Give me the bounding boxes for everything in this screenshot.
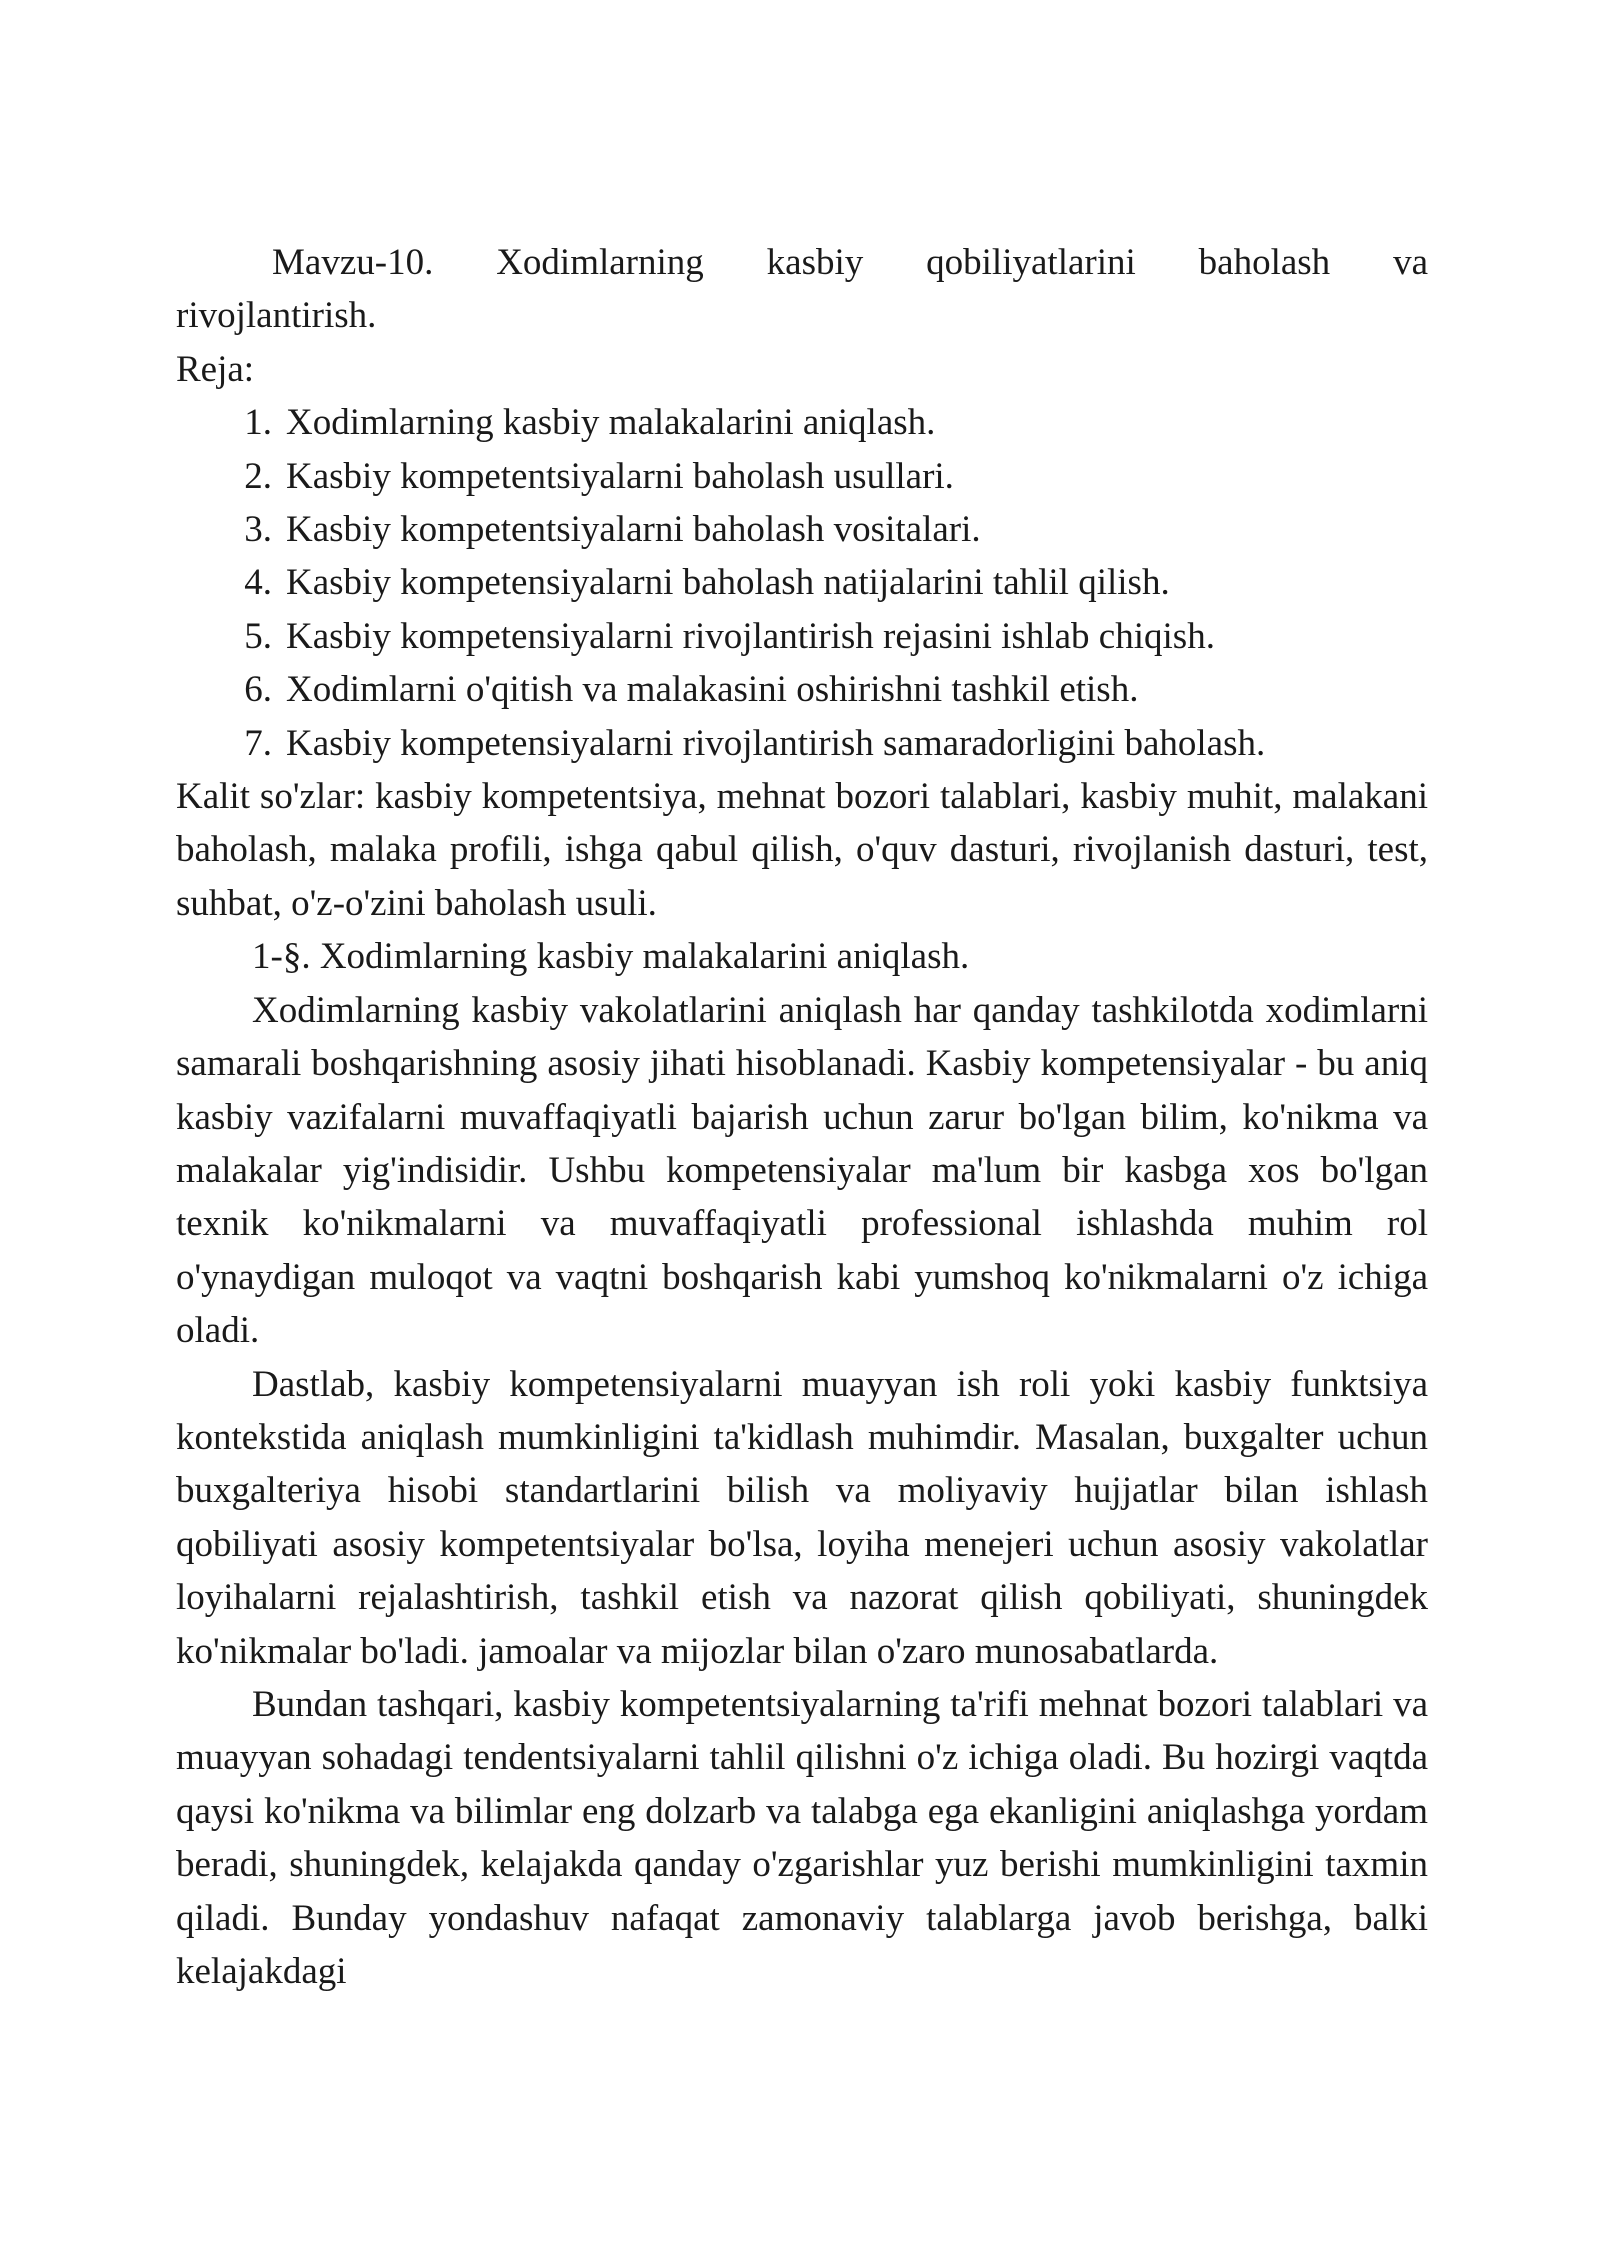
keywords-paragraph: Kalit so'zlar: kasbiy kompetentsiya, mehnat bozori talablari, kasbiy muhit, malakani baholash, malaka profili, ishga qabul qilish, o'quv dasturi, rivojlanish dasturi, test, suhbat, o'z-o'zini baholash usuli. [176, 776, 1428, 924]
plan-item [176, 610, 1428, 663]
body-paragraph: Xodimlarning kasbiy vakolatlarini aniqlash har qanday tashkilotda xodimlarni samarali boshqarishning asosiy jihati hisoblanadi. Kasbiy kompetensiyalar - bu aniq kasbiy vazifalarni muvaffaqiyatli bajarish uchun zarur bo'lgan bilim, ko'nikma va malakalar yig'indisidir. Ushbu kompetensiyalar ma'lum bir kasbga xos bo'lgan texnik ko'nikmalarni va muvaffaqiyatli professional ishlashda muhim rol o'ynaydigan muloqot va vaqtni boshqarish kabi yumshoq ko'nikmalarni o'z ichiga oladi. [176, 989, 1428, 1352]
plan-item-number: 4. [244, 562, 272, 604]
body-paragraph: Bundan tashqari, kasbiy kompetentsiyalarning ta'rifi mehnat bozori talablari va muayyan sohadagi tendentsiyalarni tahlil qilishni o'z ichiga oladi. Bu hozirgi vaqtda qaysi ko'nikma va bilimlar eng dolzarb va talabga ega ekanligini aniqlashga yordam beradi, shuningdek, kelajakda qanday o'zgarishlar yuz berishi mumkinligini taxmin qiladi. Bunday yondashuv nafaqat zamonaviy talablarga javob berishga, balki kelajakdagi [176, 1683, 1428, 1992]
plan-item-text: Kasbiy kompetensiyalarni baholash natijalarini tahlil qilish. [286, 562, 1170, 604]
plan-item-text: Kasbiy kompetensiyalarni rivojlantirish rejasini ishlab chiqish. [286, 615, 1215, 657]
plan-item-text: Kasbiy kompetentsiyalarni baholash vositalari. [286, 509, 981, 551]
plan-item-number: 5. [244, 615, 272, 657]
plan-item-number: 1. [244, 402, 272, 444]
plan-item-text: Kasbiy kompetensiyalarni rivojlantirish samaradorligini baholash. [286, 722, 1266, 764]
plan-item [176, 717, 1428, 770]
plan-item-number: 3. [244, 509, 272, 551]
plan-item [176, 556, 1428, 609]
plan-label: Reja: [176, 348, 255, 390]
plan-item-number: 6. [244, 669, 272, 711]
plan-item [176, 396, 1428, 449]
plan-item-number: 7. [244, 722, 272, 764]
plan-item-text: Xodimlarning kasbiy malakalarini aniqlash. [286, 402, 936, 444]
document-title: Mavzu-10. Xodimlarning kasbiy qobiliyatlarini baholash va rivojlantirish. [176, 242, 1428, 337]
plan-item [176, 450, 1428, 503]
plan-item [176, 663, 1428, 716]
plan-item-text: Kasbiy kompetentsiyalarni baholash usullari. [286, 455, 954, 497]
plan-list [176, 396, 1428, 770]
body-paragraph: Dastlab, kasbiy kompetensiyalarni muayyan ish roli yoki kasbiy funktsiya kontekstida aniqlash mumkinligini ta'kidlash muhimdir. Masalan, buxgalter uchun buxgalteriya hisobi standartlarini bilish va moliyaviy hujjatlar bilan ishlash qobiliyati asosiy kompetentsiyalar bo'lsa, loyiha menejeri uchun asosiy vakolatlar loyihalarni rejalashtirish, tashkil etish va nazorat qilish qobiliyati, shuningdek ko'nikmalar bo'ladi. jamoalar va mijozlar bilan o'zaro munosabatlarda. [176, 1363, 1428, 1672]
plan-item-text: Xodimlarni o'qitish va malakasini oshirishni tashkil etish. [286, 669, 1139, 711]
section-heading: 1-§. Xodimlarning kasbiy malakalarini aniqlash. [252, 936, 970, 978]
document-page [176, 236, 1428, 1998]
plan-item [176, 503, 1428, 556]
plan-item-number: 2. [244, 455, 272, 497]
